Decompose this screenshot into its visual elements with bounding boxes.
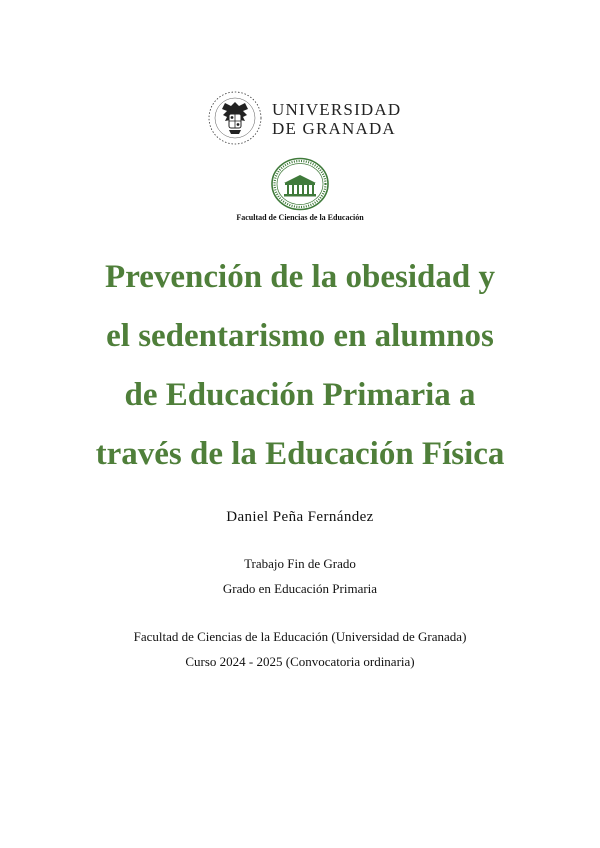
faculty-caption: Facultad de Ciencias de la Educación	[236, 213, 364, 222]
title-line-1: Prevención de la obesidad y	[105, 259, 495, 295]
work-type: Trabajo Fin de Grado	[244, 556, 356, 571]
university-crest-icon	[207, 90, 263, 146]
university-name	[272, 100, 401, 138]
thesis-title	[40, 248, 560, 484]
faculty-seal-icon	[270, 157, 330, 211]
author-name: Daniel Peña Fernández	[226, 509, 374, 525]
title-line-2: el sedentarismo en alumnos	[106, 318, 494, 354]
institution: Facultad de Ciencias de la Educación (Universidad de Granada)	[133, 629, 467, 644]
degree-name: Grado en Educación Primaria	[222, 581, 378, 596]
title-line-4: través de la Educación Física	[95, 436, 505, 472]
university-logo	[207, 90, 402, 146]
title-line-3: de Educación Primaria a	[124, 377, 476, 413]
academic-course: Curso 2024 - 2025 (Convocatoria ordinaria)	[185, 654, 415, 669]
university-name-line2: DE GRANADA	[272, 119, 396, 138]
university-name-line1: UNIVERSIDAD	[272, 100, 402, 119]
